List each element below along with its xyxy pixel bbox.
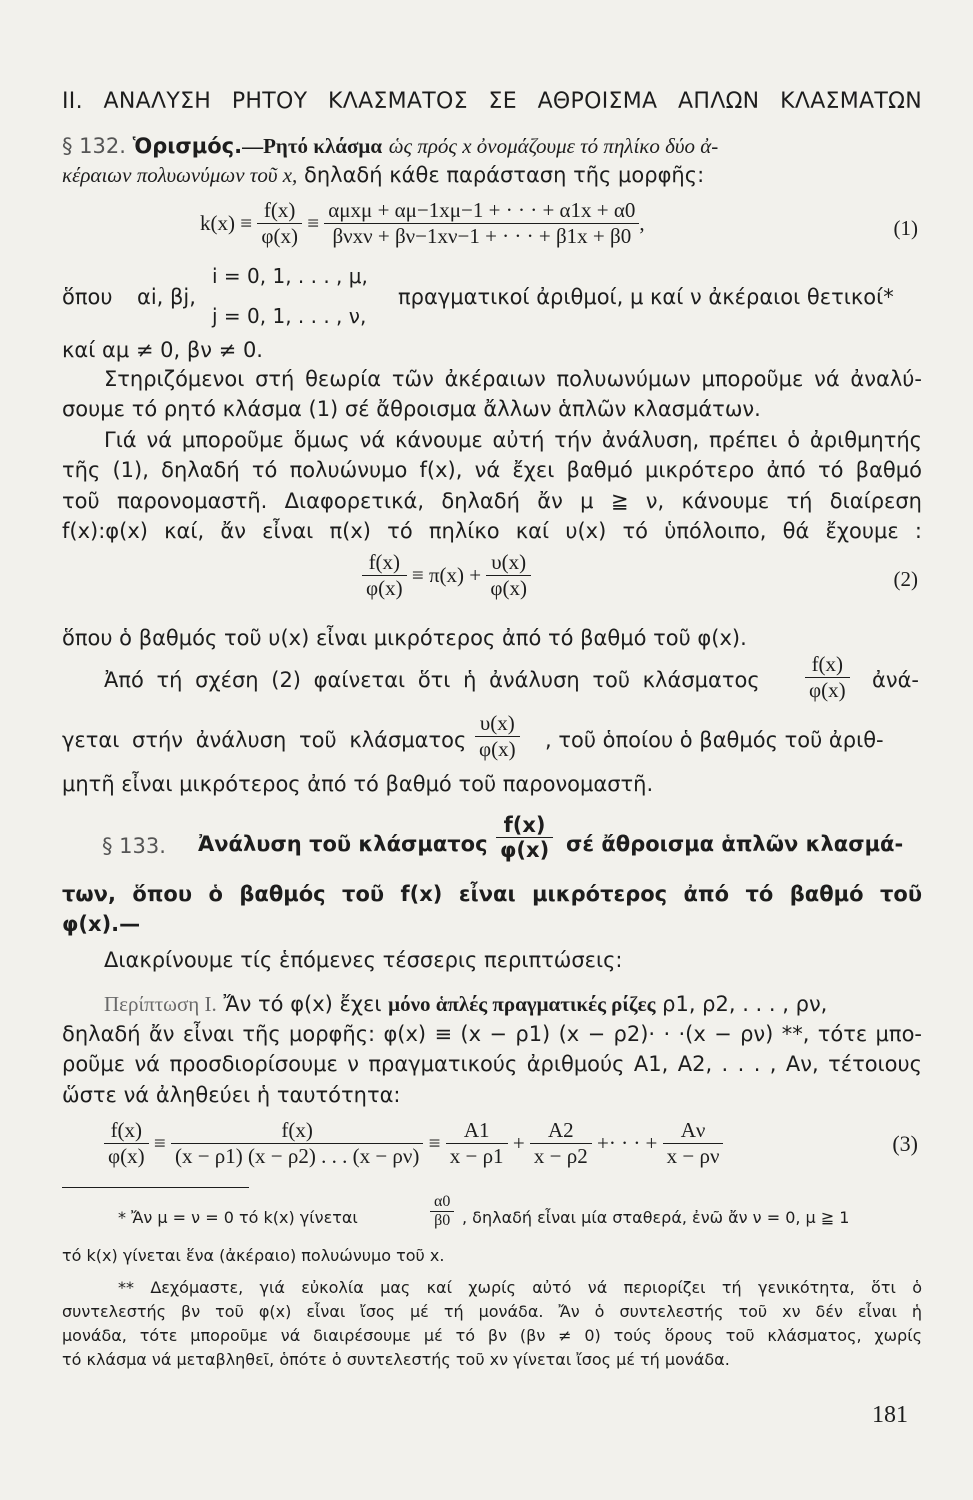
equation-3: [104, 1118, 723, 1169]
para4-phi2: φ(x): [479, 737, 516, 761]
case1-line4: ὥστε νά ἀληθεύει ἡ ταυτότητα:: [62, 1083, 401, 1107]
page-number: 181: [872, 1402, 908, 1428]
eq3-Av: Aν: [663, 1118, 724, 1144]
eq3-den: (x − ρ1) (x − ρ2) . . . (x − ρν): [174, 1144, 420, 1168]
footnote2-line3: μονάδα, τότε μποροῦμε νά διαιρέσουμε μέ τό βν (βν ≠ 0) τούς ὅρους τοῦ κλάσματος, χωρίς: [62, 1326, 922, 1345]
footnote-rule: [62, 1187, 249, 1188]
para4-line1b: ἀνά-: [872, 668, 919, 692]
where-opou: ὅπου: [62, 285, 113, 309]
s133-f: f(x): [496, 813, 553, 838]
eq1-numerator: αμxμ + αμ−1xμ−1 + · · · + α1x + α0: [324, 198, 639, 224]
chapter-header: II. ΑΝΑΛΥΣΗ ΡΗΤΟΥ ΚΛΑΣΜΑΤΟΣ ΣΕ ΑΘΡΟΙΣΜΑ ΑΠΛΩΝ ΚΛΑΣΜΑΤΩΝ: [62, 89, 922, 114]
case-label: Περίπτωση I.: [104, 992, 217, 1016]
eq3-frac-a1: [446, 1118, 508, 1169]
eq1-frac-poly: [324, 198, 639, 249]
where-i-range: i = 0, 1, . . . , μ,: [212, 264, 368, 288]
eq3-frac-product: [171, 1118, 423, 1169]
eq3-equiv1: ≡: [153, 1131, 166, 1155]
para3: ὅπου ὁ βαθμός τοῦ υ(x) εἶναι μικρότερος ἀπό τό βαθμό τοῦ φ(x).: [62, 626, 747, 650]
eq2-f: f(x): [362, 550, 407, 576]
eq3-d1: x − ρ1: [449, 1144, 504, 1168]
section-133-heading-line3: φ(x).—: [62, 912, 141, 936]
eq3-dots: +· · · +: [596, 1131, 658, 1155]
eq2-u: υ(x): [486, 550, 531, 576]
footnote2-line1: ** Δεχόμαστε, γιά εὐκολία μας καί χωρίς αὐτό νά περιορίζει τή γενικότητα, ὅτι ὁ: [118, 1278, 922, 1297]
equation-1-number: (1): [893, 216, 918, 240]
s133-phi: φ(x): [500, 838, 550, 862]
eq3-f: f(x): [104, 1118, 149, 1144]
eq3-d2: x − ρ2: [533, 1144, 588, 1168]
para1-line1: Στηριζόμενοι στή θεωρία τῶν ἀκέραιων πολυωνύμων μποροῦμε νά ἀναλύ-: [104, 367, 922, 391]
eq3-equiv2: ≡: [428, 1131, 441, 1155]
eq1-comma: ,: [639, 211, 645, 235]
eq3-A1: A1: [446, 1118, 508, 1144]
eq2-phi: φ(x): [366, 576, 403, 600]
section-133-frac: [496, 813, 553, 862]
eq1-denominator: βνxν + βν−1xν−1 + · · · + β1x + β0: [332, 224, 632, 248]
eq1-frac-f-phi: [257, 198, 302, 249]
section-heading: Ὁρισμός.: [132, 134, 243, 158]
para4-phi: φ(x): [809, 678, 846, 702]
case1-l1b: ρ1, ρ2, . . . , ρν,: [662, 992, 828, 1016]
para4-f: f(x): [805, 652, 850, 678]
para4-frac2: [475, 711, 520, 762]
eq3-A2: A2: [530, 1118, 592, 1144]
para4-line1a: Ἀπό τή σχέση (2) φαίνεται ὅτι ἡ ἀνάλυση τοῦ κλάσματος: [104, 668, 760, 692]
para2-line1: Γιά νά μποροῦμε ὅμως νά κάνουμε αὐτή τήν ἀνάλυση, πρέπει ὁ ἀριθμητής: [104, 428, 922, 452]
fn1-den: β0: [434, 1212, 451, 1229]
para4-frac1: [805, 652, 850, 703]
section-number: § 132.: [62, 134, 126, 158]
eq2-phi2: φ(x): [490, 576, 527, 600]
heading-dash: —: [242, 134, 264, 158]
equation-2: [362, 550, 531, 601]
case1-line2: δηλαδή ἄν εἶναι τῆς μορφῆς: φ(x) ≡ (x − ρ1) (x − ρ2)· · ·(x − ρν) **, τότε μπο-: [62, 1022, 922, 1046]
footnote1-a: * Ἄν μ = ν = 0 τό k(x) γίνεται: [118, 1208, 358, 1227]
fn1-num: α0: [430, 1193, 454, 1212]
para1-line2: σουμε τό ρητό κλάσμα (1) σέ ἄθροισμα ἄλλων ἁπλῶν κλασμάτων.: [62, 397, 761, 421]
equation-3-number: (3): [892, 1131, 918, 1156]
section-133-heading-b: σέ ἄθροισμα ἁπλῶν κλασμά-: [566, 832, 904, 856]
case1-bold: μόνο ἁπλές πραγματικές ρίζες: [388, 992, 656, 1016]
eq2-frac-f-phi: [362, 550, 407, 601]
para4-line2b: , τοῦ ὁποίου ὁ βαθμός τοῦ ἀριθ-: [545, 728, 884, 752]
bold-term: Ρητό κλάσμα: [263, 134, 383, 158]
equation-1: [200, 198, 645, 249]
where-rest: πραγματικοί ἀριθμοί, μ καί ν ἀκέραιοι θετικοί*: [398, 285, 894, 309]
para2-line2: τῆς (1), δηλαδή τό πολυώνυμο f(x), νά ἔχει βαθμό μικρότερο ἀπό τό βαθμό: [62, 458, 922, 482]
section-133-heading-a: Ἀνάλυση τοῦ κλάσματος: [198, 832, 488, 856]
where-vars: αi, βj,: [137, 285, 196, 309]
cases-intro: Διακρίνουμε τίς ἑπόμενες τέσσερις περιπτώσεις:: [104, 948, 623, 972]
eq3-frac-a2: [530, 1118, 592, 1169]
case1-line1: [62, 990, 922, 1018]
para2-line4: f(x):φ(x) καί, ἄν εἶναι π(x) τό πηλίκο καί υ(x) τό ὑπόλοιπο, θά ἔχουμε :: [62, 519, 922, 543]
section-132-line1: [62, 132, 922, 160]
case1-line3: ροῦμε νά προσδιορίσουμε ν πραγματικούς ἀριθμούς A1, A2, . . . , Aν, τέτοιους: [62, 1052, 922, 1076]
where-j-range: j = 0, 1, . . . , ν,: [212, 304, 367, 328]
line2-italic: κέραιων πολυωνύμων τοῦ x,: [62, 163, 298, 187]
section-132-line2: [62, 161, 922, 189]
footnote1-c: τό k(x) γίνεται ἕνα (ἀκέραιο) πολυώνυμο τοῦ x.: [62, 1246, 445, 1265]
eq1-phi: φ(x): [261, 224, 298, 248]
eq3-frac-av: [663, 1118, 724, 1169]
eq1-lhs: k(x) ≡: [200, 211, 253, 235]
footnote1-frac: [430, 1193, 454, 1230]
section-133-heading-line2: των, ὅπου ὁ βαθμός τοῦ f(x) εἶναι μικρότερος ἀπό τό βαθμό τοῦ: [62, 882, 922, 906]
eq3-f2: f(x): [171, 1118, 423, 1144]
footnote2-line2: συντελεστής βν τοῦ φ(x) εἶναι ἴσος μέ τή μονάδα. Ἄν ὁ συντελεστής τοῦ xν δέν εἶναι ἡ: [62, 1302, 922, 1321]
line2-rest: δηλαδή κάθε παράσταση τῆς μορφῆς:: [303, 163, 705, 187]
eq1-equiv: ≡: [307, 211, 320, 235]
para4-u: υ(x): [475, 711, 520, 737]
eq2-frac-u-phi: [486, 550, 531, 601]
equation-2-number: (2): [893, 567, 918, 591]
eq2-mid: ≡ π(x) +: [411, 563, 482, 587]
para2-line3: τοῦ παρονομαστῆ. Διαφορετικά, δηλαδή ἄν μ ≧ ν, κάνουμε τή διαίρεση: [62, 489, 922, 513]
eq1-f: f(x): [257, 198, 302, 224]
eq3-plus1: +: [512, 1131, 525, 1155]
section-133-number: § 133.: [102, 834, 166, 858]
para4-line3: μητῆ εἶναι μικρότερος ἀπό τό βαθμό τοῦ παρονομαστῆ.: [62, 772, 654, 796]
footnote2-line4: τό κλάσμα νά μεταβληθεῖ, ὁπότε ὁ συντελεστής τοῦ xν γίνεται ἴσος μέ τή μονάδα.: [62, 1350, 730, 1369]
line1-rest: ὡς πρός x ὀνομάζουμε τό πηλίκο δύο ἀ-: [388, 134, 719, 158]
eq3-dv: x − ρν: [666, 1144, 720, 1168]
footnote1-b: , δηλαδή εἶναι μία σταθερά, ἐνῶ ἄν ν = 0, μ ≧ 1: [462, 1208, 850, 1227]
conditions: καί αμ ≠ 0, βν ≠ 0.: [62, 338, 263, 362]
case1-l1a: Ἄν τό φ(x) ἔχει: [223, 992, 382, 1016]
para4-line2a: γεται στήν ἀνάλυση τοῦ κλάσματος: [62, 728, 467, 752]
eq3-frac-f-phi: [104, 1118, 149, 1169]
eq3-phi: φ(x): [108, 1144, 145, 1168]
